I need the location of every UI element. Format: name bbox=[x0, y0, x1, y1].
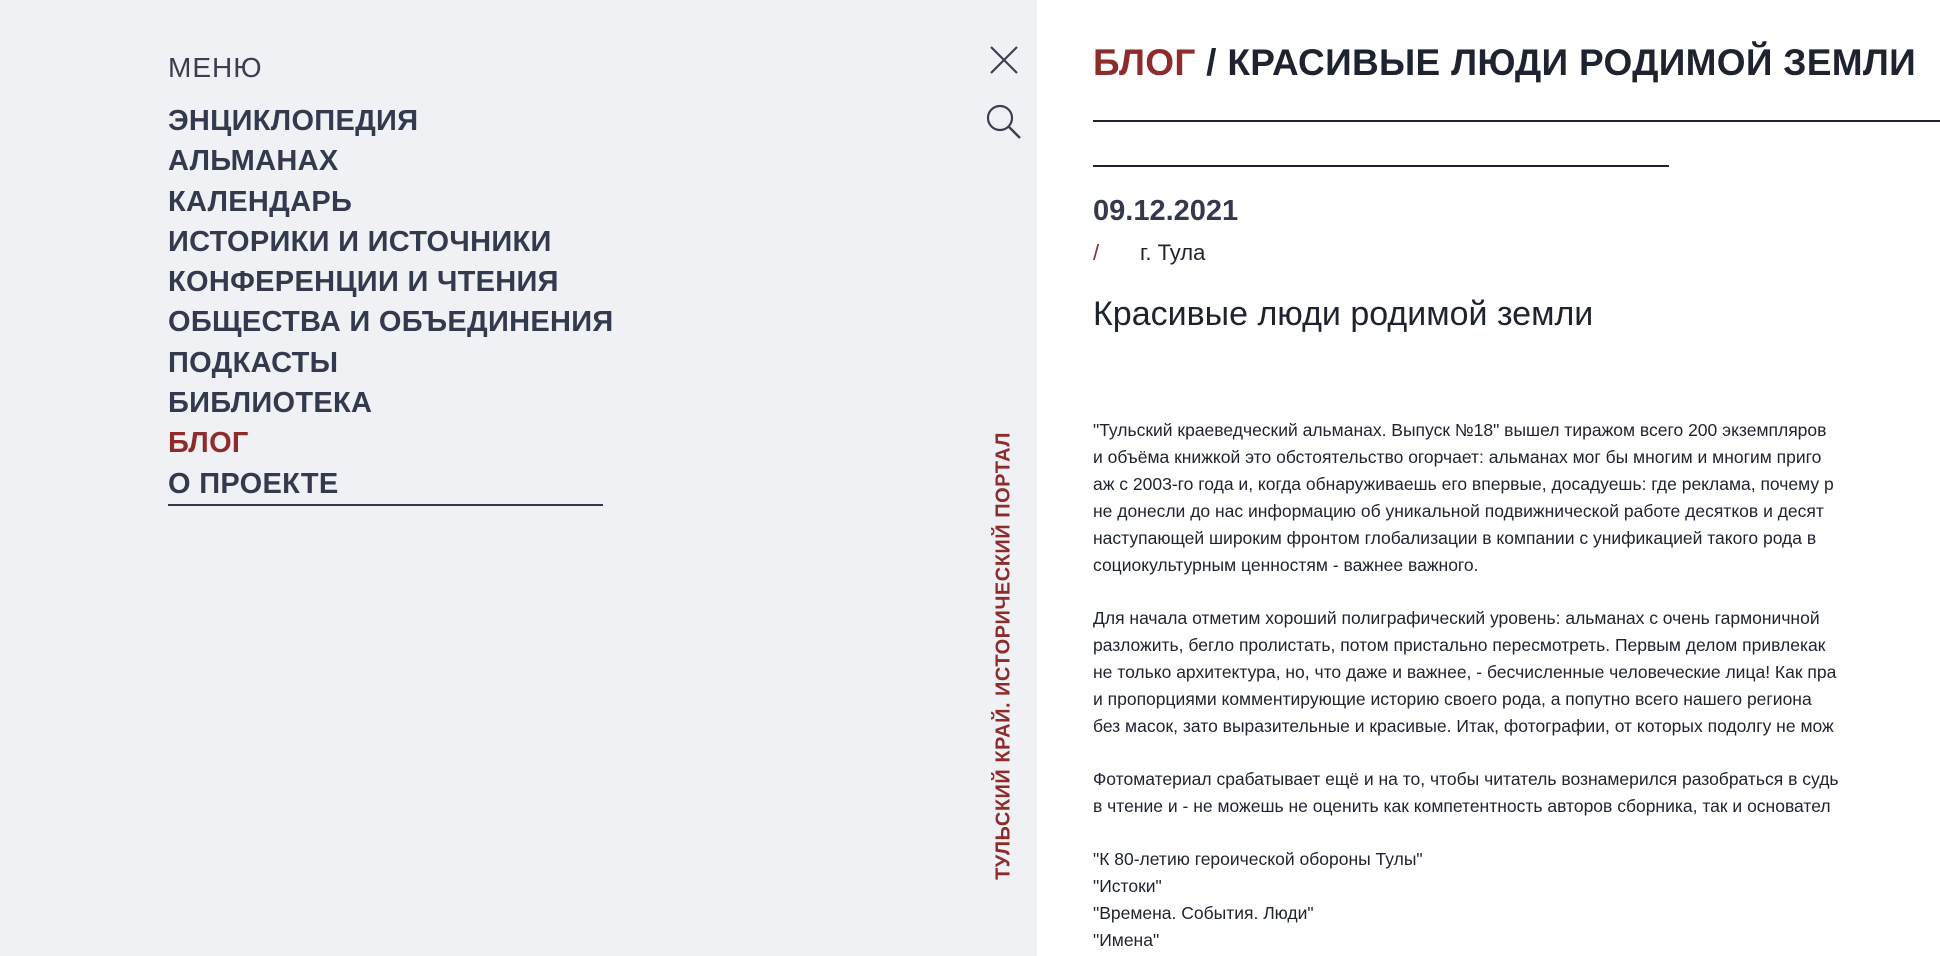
text-line: без масок, зато выразительные и красивые. Итак, фотографии, от которых подолгу не мож bbox=[1093, 716, 1834, 736]
menu-link-societies[interactable]: ОБЩЕСТВА И ОБЪЕДИНЕНИЯ bbox=[168, 306, 614, 339]
post-date: 09.12.2021 bbox=[1093, 195, 1239, 227]
menu-link-historians[interactable]: ИСТОРИКИ И ИСТОЧНИКИ bbox=[168, 225, 552, 258]
menu-item-historians bbox=[168, 222, 614, 262]
menu-list bbox=[168, 101, 614, 504]
post-paragraph bbox=[1093, 417, 1940, 579]
menu-item-societies bbox=[168, 302, 614, 342]
text-line: не только архитектура, но, что даже и важнее, - бесчисленные человеческие лица! Как пра bbox=[1093, 662, 1837, 682]
menu-link-almanac[interactable]: АЛЬМАНАХ bbox=[168, 145, 339, 178]
post-paragraph bbox=[1093, 605, 1940, 740]
portal-tagline: ТУЛЬСКИЙ КРАЙ. ИСТОРИЧЕСКИЙ ПОРТАЛ bbox=[992, 432, 1015, 880]
close-menu-button[interactable] bbox=[988, 44, 1020, 76]
menu-item-encyclopedia bbox=[168, 101, 614, 141]
text-line: "Тульский краеведческий альманах. Выпуск №18" вышел тиражом всего 200 экземпляров bbox=[1093, 420, 1827, 440]
location-text: г. Тула bbox=[1140, 240, 1206, 265]
menu-link-conferences[interactable]: КОНФЕРЕНЦИИ И ЧТЕНИЯ bbox=[168, 266, 559, 299]
menu-link-library[interactable]: БИБЛИОТЕКА bbox=[168, 387, 373, 420]
search-icon bbox=[985, 103, 1023, 141]
text-line: в чтение и - не можешь не оценить как компетентность авторов сборника, так и основател bbox=[1093, 796, 1831, 816]
article bbox=[1093, 0, 1940, 956]
post-body bbox=[1093, 417, 1940, 954]
close-icon bbox=[988, 44, 1020, 76]
section-divider bbox=[1093, 165, 1669, 167]
menu-item-calendar bbox=[168, 182, 614, 222]
list-item: "Имена" bbox=[1093, 930, 1160, 950]
menu-item-podcasts bbox=[168, 343, 614, 383]
list-item: "Истоки" bbox=[1093, 876, 1162, 896]
menu-item-library bbox=[168, 383, 614, 423]
post-paragraph bbox=[1093, 766, 1940, 820]
header-divider bbox=[1093, 120, 1940, 122]
search-button[interactable] bbox=[985, 103, 1023, 141]
menu-item-about bbox=[168, 464, 614, 504]
menu-link-podcasts[interactable]: ПОДКАСТЫ bbox=[168, 346, 339, 379]
breadcrumb-blog-link[interactable]: БЛОГ bbox=[1093, 42, 1196, 83]
text-line: не донесли до нас информацию об уникальной подвижнической работе десятков и десят bbox=[1093, 501, 1824, 521]
text-line: и пропорциями комментирующие историю своего рода, а попутно всего нашего региона bbox=[1093, 689, 1812, 709]
menu-underline bbox=[168, 504, 603, 506]
menu-link-calendar[interactable]: КАЛЕНДАРЬ bbox=[168, 185, 353, 218]
menu-heading: МЕНЮ bbox=[168, 52, 263, 83]
breadcrumb-separator: / bbox=[1195, 42, 1228, 83]
list-item: "Времена. События. Люди" bbox=[1093, 903, 1314, 923]
text-line: и объёма книжкой это обстоятельство огорчает: альманах мог бы многим и многим приго bbox=[1093, 447, 1822, 467]
text-line: Для начала отметим хороший полиграфический уровень: альманах с очень гармоничной bbox=[1093, 608, 1820, 628]
location-separator: / bbox=[1093, 240, 1100, 265]
menu-item-conferences bbox=[168, 262, 614, 302]
menu-link-encyclopedia[interactable]: ЭНЦИКЛОПЕДИЯ bbox=[168, 105, 419, 137]
menu-item-blog bbox=[168, 423, 614, 463]
text-line: Фотоматериал срабатывает ещё и на то, чтобы читатель вознамерился разобраться в судь bbox=[1093, 769, 1839, 789]
menu-link-blog[interactable]: БЛОГ bbox=[168, 427, 249, 460]
post-location bbox=[1093, 240, 1205, 266]
text-line: аж с 2003-го года и, когда обнаруживаешь его впервые, досадуешь: где реклама, почему р bbox=[1093, 474, 1834, 494]
breadcrumb-current: КРАСИВЫЕ ЛЮДИ РОДИМОЙ ЗЕМЛИ bbox=[1227, 42, 1917, 83]
menu-item-almanac bbox=[168, 141, 614, 181]
text-line: разложить, бегло пролистать, потом пристально пересмотреть. Первым делом привлекак bbox=[1093, 635, 1826, 655]
breadcrumb bbox=[1093, 42, 1916, 84]
list-item: "К 80-летию героической обороны Тулы" bbox=[1093, 849, 1423, 869]
post-title: Красивые люди родимой земли bbox=[1093, 295, 1594, 333]
text-line: наступающей широким фронтом глобализации в компании с унификацией такого рода в bbox=[1093, 528, 1817, 548]
text-line: социокультурным ценностям - важнее важного. bbox=[1093, 555, 1479, 575]
menu-link-about[interactable]: О ПРОЕКТЕ bbox=[168, 467, 339, 500]
almanac-sections-list bbox=[1093, 846, 1940, 954]
